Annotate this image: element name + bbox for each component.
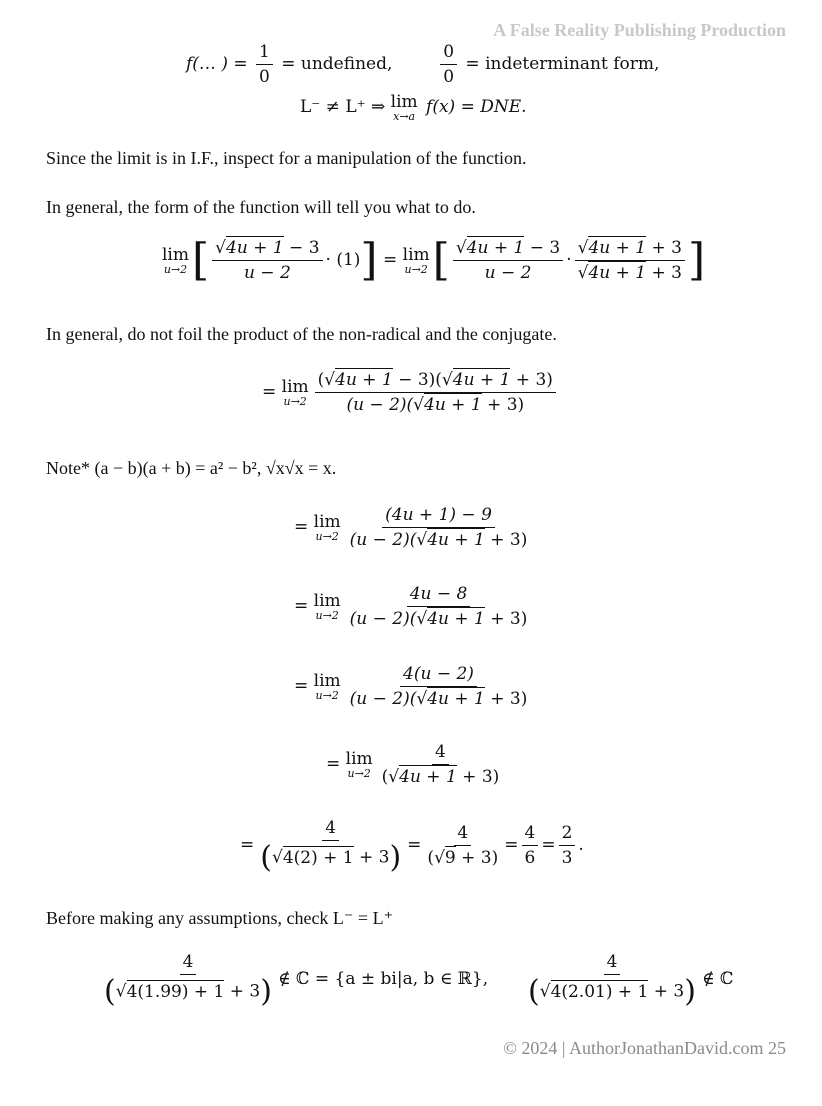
numerator: 4 [454,823,471,846]
lim-word: lim [390,92,418,112]
equation-definitions [186,42,659,87]
left-bracket: [ [192,234,210,286]
denominator: 3 [561,848,573,868]
lim-word: lim [313,671,341,691]
lim-u-to-2 [282,377,309,408]
fraction-cancelled: $\frac{4}{(√4u + 1 + 3)}$ [381,742,500,787]
indeterminant-label: = indeterminant form, [465,54,660,74]
den-left: ( [381,767,389,787]
fraction-4u-minus-8: $\frac{4u - 8}{(u - 2)(√4u + 1 + 3)}$ [349,584,528,629]
fraction-expanded: $\frac{(4u + 1) - 9}{(u - 2)(√4u + 1 + 3)}$ [349,505,528,550]
lim-u-to-2 [314,512,341,543]
fraction-product: $\frac{(√4u + 1 - 3)(√4u + 1 + 3)}{(u - 2)(√4u + 1 + 3)}$ [315,370,556,415]
fraction-original: $\frac{√4u + 1 - 3}{u - 2}$ [212,238,322,283]
fraction-one-over-zero [256,42,273,87]
paragraph-check-limits: Before making any assumptions, check L⁻ = L⁺ [46,908,394,928]
denominator: 6 [524,848,536,868]
radicand: 9 [444,848,456,868]
den-right: + 3) [481,395,525,415]
right-bracket: ] [687,234,706,286]
lim-subscript: u→2 [283,395,307,408]
fraction-four-sixths [522,823,539,868]
den-left: (u − 2)( [349,689,417,709]
numerator: 4 [180,952,197,975]
plus-three: + 3 [646,263,682,283]
den-left: (u − 2)( [346,395,414,415]
equals-sign: = [541,835,556,855]
equation-right-check [522,952,734,1007]
radicand: 4u + 1 [335,370,393,390]
lim-subscript: u→2 [315,530,339,543]
equation-factored [294,664,533,709]
radicand: 4u + 1 [466,238,525,258]
equation-dne [300,92,527,123]
den-right: + 3) [484,689,528,709]
lim-word: lim [345,749,373,769]
right-bracket: ] [360,234,378,286]
radicand: 4u + 1 [588,238,647,258]
equation-simplified [294,584,533,629]
note-identities: Note* (a − b)(a + b) = a² − b², √x√x = x. [46,458,337,478]
lim-subscript: u→2 [315,689,339,702]
paragraph-form: In general, the form of the function will tell you what to do. [46,197,476,217]
den-right: + 3) [484,530,528,550]
numerator: 4 [322,818,339,841]
plus-three: + 3 [646,238,682,258]
equation-cancelled [326,742,505,787]
numerator: 4 [522,823,539,846]
plus-three: + 3 [455,848,492,868]
equation-left-check [98,952,488,1007]
lim-u-to-2 [314,671,341,702]
fraction-original: $\frac{√4u + 1 - 3}{u - 2}$ [453,238,563,283]
period: . [578,835,584,855]
den-right: + 3) [484,609,528,629]
dot-operator: · [566,250,572,270]
plus-three: + 3 [224,981,261,1002]
fraction-root-nine: $\frac{4}{(√9 + 3)}$ [427,823,499,868]
numerator: (4u + 1) − 9 [382,505,495,528]
not-in-complex-set: ∉ ℂ = {a ± bi|a, b ∈ ℝ}, [277,969,489,989]
fraction-zero-over-zero [440,42,457,87]
radicand: 4u + 1 [427,609,485,629]
numerator: 0 [440,42,457,65]
lim-word: lim [162,245,189,265]
plus-three: + 3 [510,370,547,390]
paragraph-no-foil: In general, do not foil the product of the non-radical and the conjugate. [46,324,557,344]
numerator: 4u − 8 [407,584,471,607]
radicand: 4u + 1 [427,530,485,550]
equation-product [262,370,559,415]
den-left: (u − 2)( [349,609,417,629]
equation-evaluation [240,818,584,873]
publisher-header: A False Reality Publishing Production [493,20,786,40]
numerator: 4 [432,742,449,765]
lim-word: lim [402,245,430,265]
radicand: 4u + 1 [452,370,511,390]
paragraph-inspect: Since the limit is in I.F., inspect for a manipulation of the function. [46,148,527,168]
lim-u-to-2 [403,245,430,276]
numerator: 2 [559,823,576,846]
radicand: 4u + 1 [424,395,482,415]
equals-sign: = [294,676,309,696]
fraction-conjugate: $\frac{√4u + 1 + 3}{√4u + 1 + 3}$ [575,238,685,283]
denominator: u − 2 [484,263,532,283]
lim-x-to-a [391,92,418,123]
lim-word: lim [313,512,341,532]
dne-statement: f(x) = DNE. [426,97,527,117]
radicand: 4u + 1 [226,238,284,258]
equals-sign: = [294,517,309,537]
equals-sign: = [294,596,309,616]
lim-u-to-2 [314,591,341,622]
undefined-label: = undefined, [281,54,393,74]
equals-sign: = [504,835,519,855]
times-one: · (1) [325,250,361,270]
not-in-complex: ∉ ℂ [701,969,734,989]
plus-three: + 3 [648,981,685,1002]
lim-subscript: u→2 [163,263,188,276]
equation-conjugate [162,234,706,286]
equals-sign: = [240,835,255,855]
lim-word: lim [313,591,341,611]
minus-three: − 3 [524,238,561,258]
numerator: 4 [604,952,621,975]
denominator: 0 [443,67,455,87]
den-left: (u − 2)( [349,530,417,550]
numerator: 4(u − 2) [400,664,477,687]
equation-expanded [294,505,533,550]
den-right: + 3) [456,767,500,787]
left-bracket: [ [432,234,450,286]
plus-three: + 3 [353,847,390,868]
equals-sign: = [262,382,277,402]
minus-three: − 3 [283,238,320,258]
radicand: 4(1.99) + 1 [126,981,225,1002]
fraction-factored: $\frac{4(u - 2)}{(u - 2)(√4u + 1 + 3)}$ [349,664,528,709]
f-dots-lhs: f(… ) = [186,54,248,74]
radicand: 4u + 1 [399,767,457,787]
radicand: 4(2) + 1 [282,847,354,868]
lim-subscript: x→a [393,110,416,123]
fraction-substituted: $\frac{4}{(√4(2) + 1 + 3)}$ [260,818,402,875]
denominator: 0 [259,67,270,87]
radicand: 4u + 1 [427,689,485,709]
fraction-right-value: $\frac{4}{(√4(2.01) + 1 + 3)}$ [528,952,696,1009]
lim-word: lim [281,377,309,397]
one-sided-limits-unequal: L⁻ ≠ L⁺ ⇒ [300,97,386,117]
numerator: 1 [256,42,273,65]
lim-subscript: u→2 [404,263,428,276]
lim-subscript: u→2 [347,767,371,780]
lim-subscript: u→2 [315,609,339,622]
minus-three: − 3 [392,370,429,390]
radicand: 4(2.01) + 1 [550,981,649,1002]
fraction-two-thirds [559,823,576,868]
denominator: u − 2 [243,263,291,283]
lim-u-to-2 [162,245,189,276]
copyright-footer: © 2024 | AuthorJonathanDavid.com 25 [503,1038,786,1058]
equals-sign: = [326,754,341,774]
equals-sign: = [383,250,398,270]
equals-sign: = [407,835,422,855]
radicand: 4u + 1 [588,263,647,283]
fraction-left-value: $\frac{4}{(√4(1.99) + 1 + 3)}$ [104,952,272,1009]
lim-u-to-2 [346,749,373,780]
